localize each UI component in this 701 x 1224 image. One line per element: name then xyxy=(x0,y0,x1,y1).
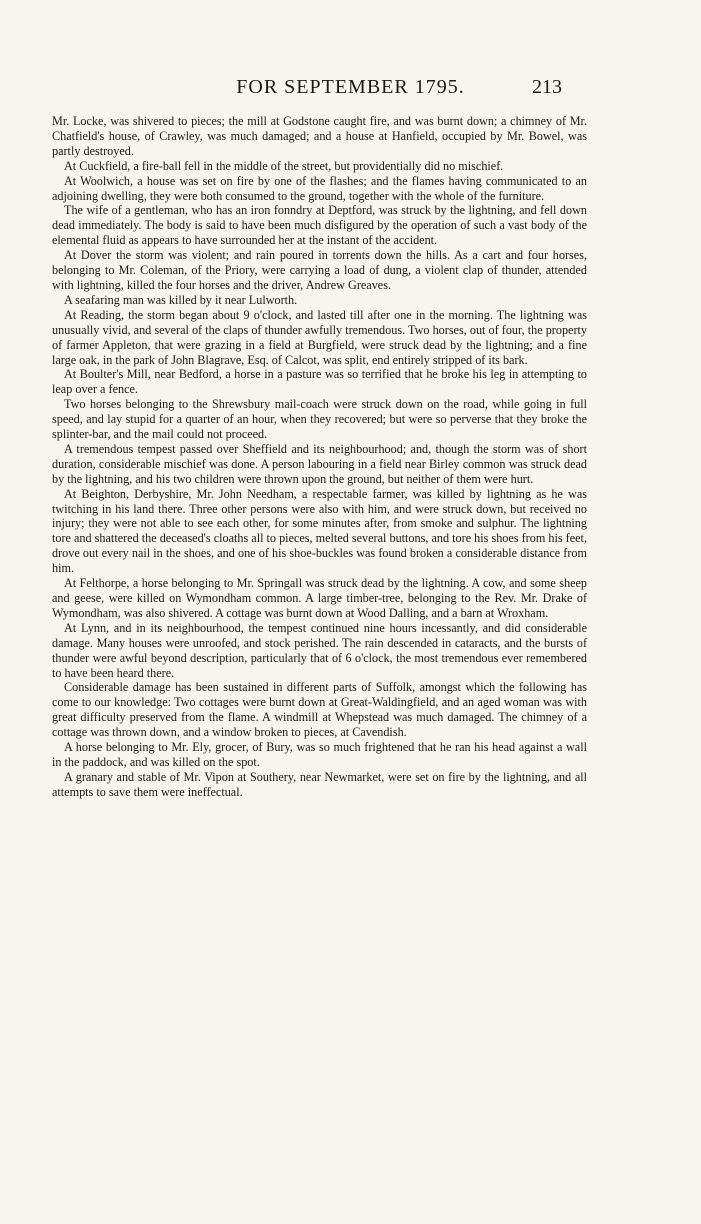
article-body xyxy=(52,114,587,800)
paragraph: The wife of a gentleman, who has an iron fonndry at Deptford, was struck by the lightning, and fell down dead immediately. The body is said to have been much disfigured by the operation of such a vast body of the elemental fluid as appears to have surrounded her at the instant of the accident. xyxy=(52,203,587,248)
page-number: 213 xyxy=(532,76,562,98)
running-header xyxy=(0,76,701,106)
paragraph: A tremendous tempest passed over Sheffield and its neighbourhood; and, though the storm was of short duration, considerable mischief was done. A person labouring in a field near Birley common was struck dead by the lightning, and his two children were thrown upon the ground, but neither of them were hurt. xyxy=(52,441,587,486)
paragraph: At Boulter's Mill, near Bedford, a horse in a pasture was so terrified that he broke his leg in attempting to leap over a fence. xyxy=(52,367,587,397)
paragraph: A horse belonging to Mr. Ely, grocer, of Bury, was so much frightened that he ran his head against a wall in the paddock, and was killed on the spot. xyxy=(52,740,587,769)
paragraph: At Cuckfield, a fire-ball fell in the middle of the street, but providentially did no mischief. xyxy=(64,158,504,173)
paragraph: Mr. Locke, was shivered to pieces; the mill at Godstone caught fire, and was burnt down; a chimney of Mr. Chatfield's house, of Crawley, was much damaged; and a house at Hanfield, occupied by Mr. Bowel, was partly destroyed. xyxy=(52,114,587,158)
paragraph: At Dover the storm was violent; and rain poured in torrents down the hills. As a cart and four horses, belonging to Mr. Coleman, of the Priory, were carrying a load of dung, a violent clap of thunder, attended with lightning, killed the four horses and the driver, Andrew Greaves. xyxy=(52,248,587,292)
paragraph: At Woolwich, a house was set on fire by one of the flashes; and the flames having communicated to an adjoining dwelling, they were both consumed to the ground, together with the whole of the furniture. xyxy=(52,173,587,203)
paragraph: A granary and stable of Mr. Vipon at Southery, near Newmarket, were set on fire by the lightning, and all attempts to save them were ineffectual. xyxy=(52,769,587,799)
paragraph: At Lynn, and in its neighbourhood, the tempest continued nine hours incessantly, and did considerable damage. Many houses were unroofed, and stock perished. The rain descended in cataracts, and the bursts of thunder were awful beyond description, particularly that of 6 o'clock, the most tremendous ever remembered to have been heard there. xyxy=(52,620,587,680)
paragraph: A seafaring man was killed by it near Lulworth. xyxy=(64,292,298,307)
paragraph: Considerable damage has been sustained in different parts of Suffolk, amongst which the following has come to our knowledge: Two cottages were burnt down at Great-Waldingfield, and an aged woman was with great difficulty preserved from the flame. A windmill at Whepstead was much damaged. The chimney of a cottage was thrown down, and a window broken to pieces, at Cavendish. xyxy=(52,680,587,740)
paragraph: At Felthorpe, a horse belonging to Mr. Springall was struck dead by the lightning. A cow, and some sheep and geese, were killed on Wymondham common. A large timber-tree, belonging to the Rev. Mr. Drake of Wymondham, was also shivered. A cottage was burnt down at Wood Dalling, and a barn at Wroxham. xyxy=(52,576,587,620)
paragraph: At Reading, the storm began about 9 o'clock, and lasted till after one in the morning. The lightning was unusually vivid, and several of the claps of thunder awfully tremendous. Two horses, out of four, the property of farmer Appleton, that were grazing in a field at Burgfield, were struck dead by the lightning; and a fine large oak, in the park of John Blagrave, Esq. of Calcot, was split, end entirely stripped of its bark. xyxy=(52,307,587,367)
paragraph: Two horses belonging to the Shrewsbury mail-coach were struck down on the road, while going in full speed, and lay stupid for a quarter of an hour, when they recovered; but were so perverse that they broke the splinter-bar, and the mail could not proceed. xyxy=(52,397,587,442)
running-title: FOR SEPTEMBER 1795. xyxy=(236,76,465,98)
paragraph: At Beighton, Derbyshire, Mr. John Needham, a respectable farmer, was killed by lightning as he was twitching in his land there. Three other persons were also with him, and were struck down, but received no injury; they were not able to see each other, for some minutes after, from smoke and sulphur. The lightning tore and shattered the deceased's cloaths all to pieces, melted several buttons, and tore his shoes from his feet, drove out every nail in the shoes, and one of his shoe-buckles was found broken a considerable distance from him. xyxy=(52,486,587,576)
